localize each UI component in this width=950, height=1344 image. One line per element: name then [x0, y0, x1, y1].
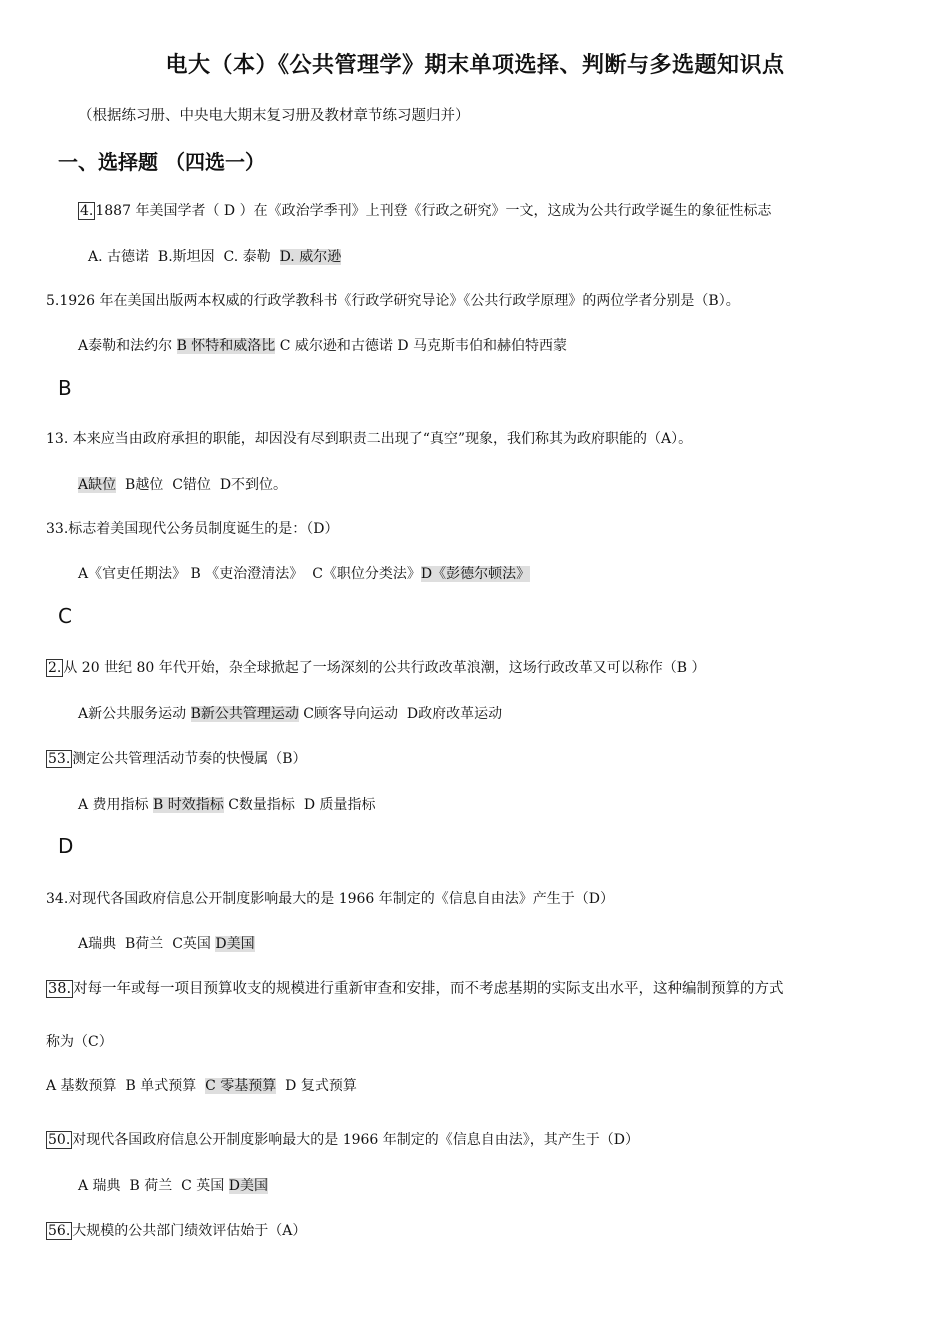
- question-number: 2.: [48, 660, 62, 676]
- answer-highlight: C 零基预算: [205, 1078, 277, 1094]
- question-text: 标志着美国现代公务员制度诞生的是：（D）: [68, 521, 339, 537]
- option-text: A瑞典 B荷兰 C英国: [78, 936, 216, 952]
- answer-highlight: A缺位: [78, 477, 117, 493]
- option-text: D 复式预算: [276, 1078, 357, 1094]
- option-text: C 威尔逊和古德诺 D 马克斯韦伯和赫伯特西蒙: [275, 338, 568, 354]
- option-text: A 费用指标: [78, 797, 154, 813]
- question-text: 1887 年美国学者（ D ）在《政治学季刊》上刊登《行政之研究》一文，这成为公共行政学诞生的象征性标志: [95, 203, 772, 219]
- question-number: 56.: [48, 1223, 71, 1239]
- question-5-options: [78, 335, 567, 355]
- question-number: 5.: [46, 293, 60, 309]
- letter-heading-c: C: [58, 604, 72, 628]
- question-number: 4.: [80, 203, 94, 219]
- question-text: 大规模的公共部门绩效评估始于（A）: [72, 1223, 307, 1239]
- option-text: A. 古德诺 B.斯坦因 C. 泰勒: [88, 249, 280, 265]
- question-text: 对每一年或每一项目预算收支的规模进行重新审查和安排，而不考虑基期的实际支出水平，这种编制预算的方式: [73, 981, 784, 997]
- question-4: [78, 200, 772, 220]
- question-33: [46, 518, 339, 538]
- document-subtitle: （根据练习册、中央电大期末复习册及教材章节练习题归并）: [78, 108, 470, 124]
- question-53-options: [78, 794, 376, 814]
- option-text: A《官吏任期法》 B 《吏治澄清法》 C《职位分类法》: [78, 566, 421, 582]
- section-heading: 一、选择题 （四选一）: [58, 150, 265, 174]
- option-text: A泰勒和法约尔: [78, 338, 177, 354]
- question-number: 13.: [46, 431, 69, 447]
- question-text: 对现代各国政府信息公开制度影响最大的是 1966 年制定的《信息自由法》，其产生于（D）: [72, 1132, 640, 1148]
- question-33-options: [78, 563, 530, 583]
- question-text: 对现代各国政府信息公开制度影响最大的是 1966 年制定的《信息自由法》产生于（D）: [68, 891, 615, 907]
- answer-highlight: B新公共管理运动: [190, 706, 299, 722]
- answer-highlight: B 怀特和威洛比: [176, 338, 276, 354]
- question-13: [46, 428, 692, 448]
- question-2-options: [78, 703, 502, 723]
- question-number: 53.: [48, 751, 71, 767]
- question-38-continued: 称为（C）: [46, 1034, 113, 1050]
- letter-heading-d: D: [58, 834, 74, 858]
- question-text: 测定公共管理活动节奏的快慢属（B）: [72, 751, 307, 767]
- question-text: 本来应当由政府承担的职能，却因没有尽到职责二出现了“真空”现象，我们称其为政府职能的（A）。: [68, 431, 693, 447]
- answer-highlight: D美国: [215, 936, 255, 952]
- question-56: [46, 1220, 306, 1240]
- question-50: [46, 1129, 639, 1149]
- question-text: 从 20 世纪 80 年代开始，杂全球掀起了一场深刻的公共行政改革浪潮，这场行政改革又可以称作（B ）: [63, 660, 706, 676]
- answer-highlight: D美国: [228, 1178, 268, 1194]
- question-2: [46, 657, 706, 677]
- question-number: 50.: [48, 1132, 71, 1148]
- question-34: [46, 888, 614, 908]
- option-text: A 瑞典 B 荷兰 C 英国: [78, 1178, 229, 1194]
- question-number: 34.: [46, 891, 69, 907]
- question-5: [46, 290, 740, 310]
- question-38-options: [46, 1075, 357, 1095]
- question-text: 1926 年在美国出版两本权威的行政学教科书《行政学研究导论》《公共行政学原理》的两位学者分别是（B）。: [59, 293, 740, 309]
- answer-highlight: D. 威尔逊: [279, 249, 342, 265]
- letter-heading-b: B: [58, 376, 72, 400]
- option-text: B越位 C错位 D不到位。: [116, 477, 288, 493]
- question-number: 33.: [46, 521, 69, 537]
- answer-highlight: B 时效指标: [153, 797, 224, 813]
- question-38: [46, 977, 784, 998]
- answer-highlight: D《彭德尔顿法》: [420, 566, 531, 582]
- option-text: C数量指标 D 质量指标: [223, 797, 376, 813]
- question-53: [46, 748, 307, 768]
- question-13-options: [78, 474, 287, 494]
- option-text: C顾客导向运动 D政府改革运动: [298, 706, 503, 722]
- document-title: 电大（本）《公共管理学》期末单项选择、判断与多选题知识点: [165, 53, 785, 78]
- option-text: A 基数预算 B 单式预算: [46, 1078, 206, 1094]
- question-number: 38.: [48, 981, 72, 997]
- question-4-options: [88, 246, 341, 266]
- option-text: A新公共服务运动: [78, 706, 191, 722]
- question-50-options: [78, 1175, 268, 1195]
- question-34-options: [78, 933, 255, 953]
